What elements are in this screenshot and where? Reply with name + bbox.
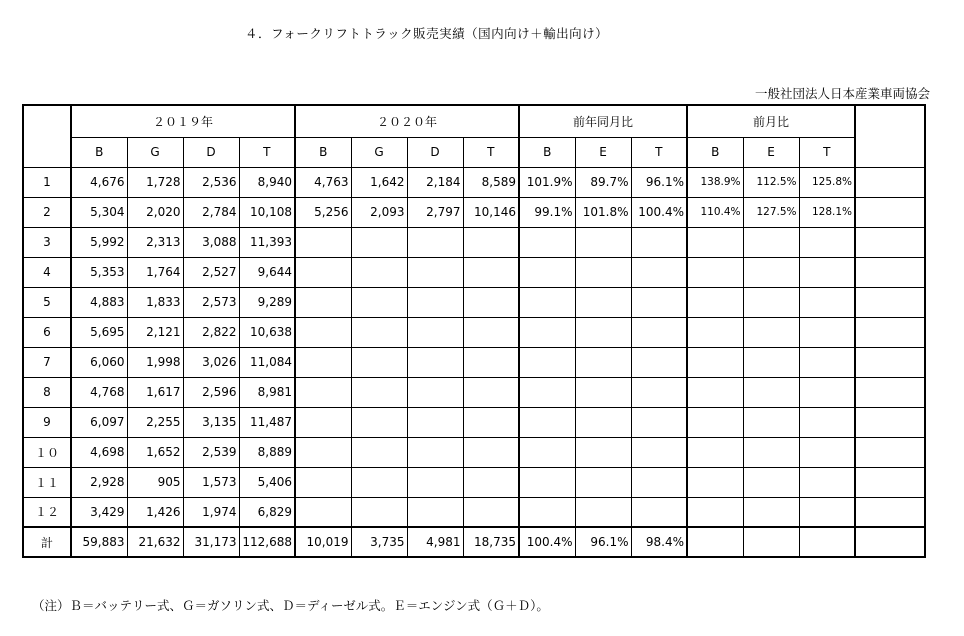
cell-extra [855,527,925,557]
cell-y2020 [463,437,519,467]
cell-yoy [519,497,575,527]
cell-y2019: 31,173 [183,527,239,557]
group-header-2019: ２０１９年 [71,105,295,137]
table-row [23,287,925,317]
cell-yoy [631,287,687,317]
cell-y2019: 8,889 [239,437,295,467]
cell-yoy [631,347,687,377]
cell-mom [799,227,855,257]
column-header: G [351,137,407,167]
cell-mom [799,527,855,557]
cell-yoy [519,437,575,467]
table-row [23,167,925,197]
cell-y2020 [295,347,351,377]
cell-yoy [519,317,575,347]
cell-mom [743,257,799,287]
table-row [23,347,925,377]
cell-y2020: 2,797 [407,197,463,227]
cell-y2020 [351,407,407,437]
group-header-2020: ２０２０年 [295,105,519,137]
cell-y2020 [407,257,463,287]
cell-yoy: 99.1% [519,197,575,227]
cell-yoy [575,377,631,407]
cell-extra [855,257,925,287]
cell-mom: 112.5% [743,167,799,197]
cell-y2019: 2,536 [183,167,239,197]
column-header: B [295,137,351,167]
cell-yoy: 101.9% [519,167,575,197]
cell-y2019: 1,974 [183,497,239,527]
total-row [23,527,925,557]
corner-cell [23,105,71,137]
cell-yoy [575,437,631,467]
cell-mom [743,527,799,557]
cell-mom [687,287,743,317]
cell-yoy [575,287,631,317]
cell-y2019: 4,698 [71,437,127,467]
cell-y2020 [463,347,519,377]
cell-extra [855,227,925,257]
group-header-mom: 前月比 [687,105,855,137]
cell-yoy [519,287,575,317]
cell-mom [799,317,855,347]
cell-y2019: 4,676 [71,167,127,197]
cell-mom: 138.9% [687,167,743,197]
sales-table [22,104,926,558]
cell-y2019: 112,688 [239,527,295,557]
row-label: 8 [23,377,71,407]
cell-y2019: 2,539 [183,437,239,467]
cell-y2019: 10,638 [239,317,295,347]
cell-y2020: 4,981 [407,527,463,557]
cell-mom [687,347,743,377]
cell-extra [855,167,925,197]
cell-mom [799,347,855,377]
cell-mom [743,287,799,317]
cell-y2020: 10,146 [463,197,519,227]
cell-y2020 [407,317,463,347]
column-header: T [799,137,855,167]
cell-y2020 [407,347,463,377]
cell-mom [799,287,855,317]
column-header: E [575,137,631,167]
cell-y2019: 6,060 [71,347,127,377]
organization-name: 一般社団法人日本産業車両協会 [754,86,930,101]
row-label: １０ [23,437,71,467]
cell-mom [743,467,799,497]
cell-extra [855,407,925,437]
cell-y2019: 8,981 [239,377,295,407]
cell-y2020 [463,497,519,527]
cell-yoy: 96.1% [575,527,631,557]
cell-mom [687,227,743,257]
cell-y2020 [351,437,407,467]
cell-extra [855,377,925,407]
cell-y2020 [351,467,407,497]
cell-mom [687,407,743,437]
column-header: B [687,137,743,167]
cell-mom [687,437,743,467]
table-row [23,437,925,467]
cell-yoy [519,227,575,257]
cell-yoy [631,317,687,347]
cell-y2019: 9,644 [239,257,295,287]
cell-mom [743,317,799,347]
cell-y2020 [351,287,407,317]
row-label: 9 [23,407,71,437]
cell-y2019: 1,426 [127,497,183,527]
cell-yoy [519,257,575,287]
cell-y2020 [295,437,351,467]
cell-yoy: 101.8% [575,197,631,227]
cell-y2020: 2,093 [351,197,407,227]
cell-yoy [575,257,631,287]
cell-y2020 [463,377,519,407]
cell-y2020 [351,497,407,527]
cell-y2019: 2,784 [183,197,239,227]
cell-y2020 [295,377,351,407]
cell-yoy [575,407,631,437]
cell-mom: 127.5% [743,197,799,227]
cell-y2020: 5,256 [295,197,351,227]
column-header: T [463,137,519,167]
column-header: G [127,137,183,167]
cell-y2019: 2,121 [127,317,183,347]
cell-yoy [631,497,687,527]
cell-y2020 [295,497,351,527]
cell-y2019: 11,393 [239,227,295,257]
cell-y2020 [463,257,519,287]
table-row [23,377,925,407]
cell-yoy [631,257,687,287]
cell-y2019: 1,652 [127,437,183,467]
footnote: （注）Ｂ＝バッテリー式、Ｇ＝ガソリン式、Ｄ＝ディーゼル式。Ｅ＝エンジン式（Ｇ＋Ｄ）。 [32,598,549,613]
cell-y2019: 3,429 [71,497,127,527]
cell-y2019: 1,617 [127,377,183,407]
cell-y2019: 6,829 [239,497,295,527]
cell-mom [687,467,743,497]
cell-y2020 [295,287,351,317]
cell-y2020 [351,347,407,377]
cell-y2019: 59,883 [71,527,127,557]
cell-y2019: 5,353 [71,257,127,287]
cell-mom: 125.8% [799,167,855,197]
table-row [23,317,925,347]
column-header: D [407,137,463,167]
cell-y2020 [295,227,351,257]
column-header: T [631,137,687,167]
table-row [23,407,925,437]
row-label: 5 [23,287,71,317]
cell-extra [855,287,925,317]
cell-extra [855,497,925,527]
cell-yoy [575,227,631,257]
cell-y2020: 10,019 [295,527,351,557]
cell-mom [687,497,743,527]
cell-mom [799,437,855,467]
cell-y2019: 4,768 [71,377,127,407]
cell-mom [743,437,799,467]
cell-y2020: 4,763 [295,167,351,197]
cell-yoy: 100.4% [519,527,575,557]
cell-mom [799,467,855,497]
row-label: 2 [23,197,71,227]
cell-mom [799,377,855,407]
cell-y2019: 2,822 [183,317,239,347]
cell-y2020 [407,287,463,317]
row-label: １１ [23,467,71,497]
row-label: １２ [23,497,71,527]
cell-y2020: 8,589 [463,167,519,197]
cell-y2020 [407,377,463,407]
cell-mom: 110.4% [687,197,743,227]
cell-mom [743,407,799,437]
column-header: D [183,137,239,167]
cell-y2019: 6,097 [71,407,127,437]
cell-y2019: 2,255 [127,407,183,437]
cell-y2019: 2,020 [127,197,183,227]
row-label: 計 [23,527,71,557]
cell-yoy [575,317,631,347]
cell-y2019: 11,487 [239,407,295,437]
table-row [23,497,925,527]
group-header-yoy: 前年同月比 [519,105,687,137]
table-row [23,227,925,257]
cell-y2020 [463,467,519,497]
cell-yoy [575,347,631,377]
cell-mom [687,257,743,287]
cell-y2020 [407,497,463,527]
column-header: T [239,137,295,167]
cell-y2020 [351,317,407,347]
table-row [23,467,925,497]
cell-yoy [519,377,575,407]
cell-y2019: 2,573 [183,287,239,317]
cell-y2020 [463,317,519,347]
cell-mom [687,377,743,407]
cell-y2019: 1,998 [127,347,183,377]
cell-y2020 [295,407,351,437]
cell-yoy [631,377,687,407]
cell-y2019: 3,026 [183,347,239,377]
cell-y2019: 1,573 [183,467,239,497]
cell-mom [743,227,799,257]
cell-extra [855,437,925,467]
cell-y2020 [407,407,463,437]
cell-yoy: 98.4% [631,527,687,557]
cell-mom [799,257,855,287]
extra-column-header [855,105,925,137]
cell-y2020: 18,735 [463,527,519,557]
cell-extra [855,467,925,497]
row-label: 1 [23,167,71,197]
cell-y2020 [295,317,351,347]
cell-y2019: 2,596 [183,377,239,407]
cell-yoy [519,467,575,497]
cell-y2020: 2,184 [407,167,463,197]
cell-yoy [575,467,631,497]
cell-yoy [631,437,687,467]
page-title: ４．フォークリフトトラック販売実績（国内向け＋輸出向け） [245,26,609,41]
cell-y2019: 905 [127,467,183,497]
cell-y2020 [407,437,463,467]
row-label: 6 [23,317,71,347]
cell-y2020 [295,257,351,287]
cell-y2019: 1,728 [127,167,183,197]
column-header: B [519,137,575,167]
cell-yoy [631,407,687,437]
cell-yoy [631,227,687,257]
cell-y2020: 3,735 [351,527,407,557]
cell-y2020 [463,287,519,317]
cell-mom [743,497,799,527]
cell-y2020 [463,227,519,257]
cell-y2020 [407,227,463,257]
cell-y2019: 11,084 [239,347,295,377]
cell-extra [855,347,925,377]
cell-mom [799,407,855,437]
cell-y2020 [351,377,407,407]
column-header: B [71,137,127,167]
cell-y2020 [463,407,519,437]
cell-yoy [519,407,575,437]
cell-y2019: 5,304 [71,197,127,227]
cell-y2019: 5,695 [71,317,127,347]
extra-column-subheader [855,137,925,167]
cell-mom [743,347,799,377]
column-header: E [743,137,799,167]
row-label: 7 [23,347,71,377]
row-label: 4 [23,257,71,287]
cell-yoy [519,347,575,377]
cell-y2019: 5,406 [239,467,295,497]
cell-yoy: 100.4% [631,197,687,227]
cell-yoy [575,497,631,527]
cell-y2020 [351,227,407,257]
cell-y2019: 2,928 [71,467,127,497]
cell-y2020 [295,467,351,497]
cell-yoy: 89.7% [575,167,631,197]
cell-y2019: 2,313 [127,227,183,257]
cell-y2019: 3,088 [183,227,239,257]
cell-y2019: 5,992 [71,227,127,257]
cell-y2020 [407,467,463,497]
cell-y2020 [351,257,407,287]
cell-mom: 128.1% [799,197,855,227]
cell-y2019: 21,632 [127,527,183,557]
cell-extra [855,197,925,227]
table-row [23,257,925,287]
cell-yoy: 96.1% [631,167,687,197]
row-label: 3 [23,227,71,257]
table-row [23,197,925,227]
cell-mom [799,497,855,527]
cell-y2019: 4,883 [71,287,127,317]
cell-y2019: 2,527 [183,257,239,287]
cell-extra [855,317,925,347]
cell-y2019: 3,135 [183,407,239,437]
cell-mom [743,377,799,407]
cell-mom [687,317,743,347]
cell-mom [687,527,743,557]
cell-y2019: 10,108 [239,197,295,227]
cell-y2019: 9,289 [239,287,295,317]
cell-y2019: 8,940 [239,167,295,197]
cell-y2019: 1,833 [127,287,183,317]
cell-yoy [631,467,687,497]
cell-y2020: 1,642 [351,167,407,197]
cell-y2019: 1,764 [127,257,183,287]
corner-cell-lower [23,137,71,167]
